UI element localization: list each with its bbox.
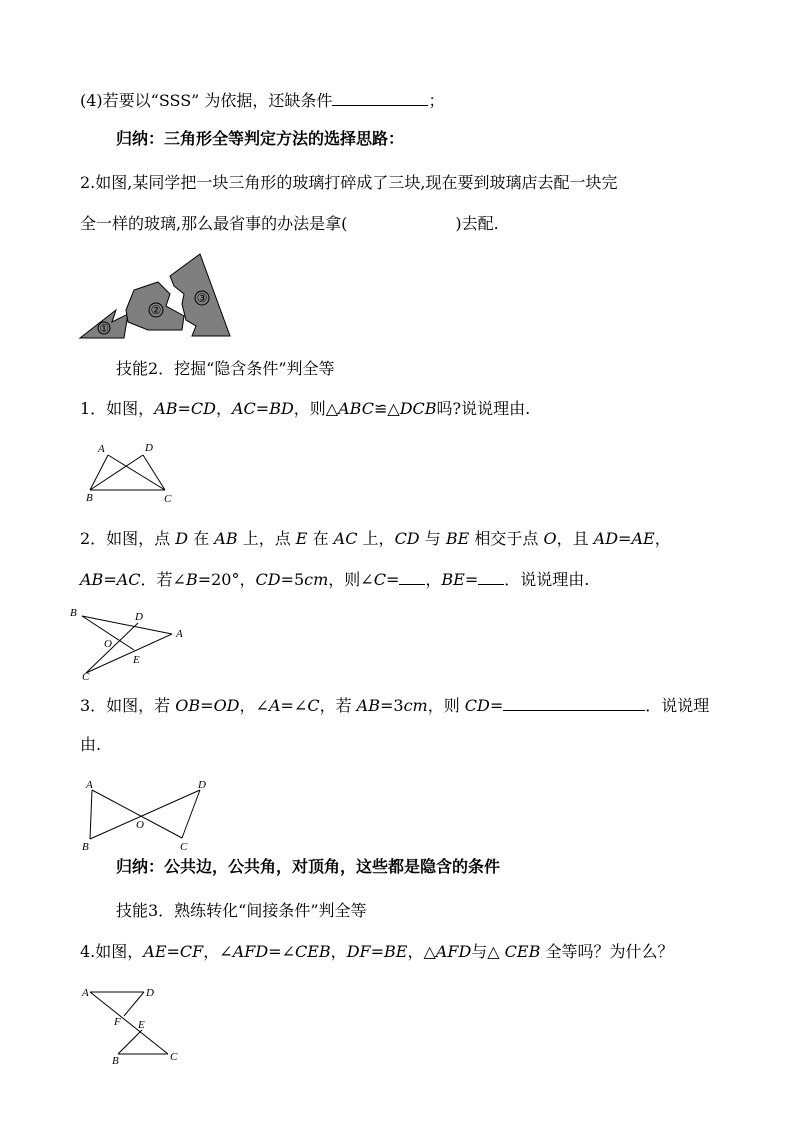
piece-label-3: ③ [196, 291, 208, 305]
e4-triAFD: AFD [435, 942, 472, 961]
e3-t3: ，若 [319, 696, 357, 715]
e3-t5: ，则 [427, 696, 465, 715]
e3-angC: C [307, 696, 320, 715]
problem2-line1: 2.如图,某同学把一块三角形的玻璃打碎成了三块,现在要到玻璃店去配一块完 [80, 173, 618, 192]
e1-tri2: DCB [399, 399, 437, 418]
e2-u4: = [385, 570, 400, 589]
e2-t4: 上， [357, 529, 395, 548]
example3-line2: 由. [80, 735, 102, 754]
e2-cm: cm [304, 570, 329, 589]
fig2-label-C: C [82, 671, 90, 683]
e2-AC: AC [333, 529, 358, 548]
e2-ADAE: AD=AE [593, 529, 655, 548]
fig3-label-O: O [136, 819, 144, 831]
problem2-suffix: )去配. [455, 214, 499, 233]
be-blank[interactable] [478, 570, 504, 585]
summary-heading-1: 归纳：三角形全等判定方法的选择思路： [116, 129, 405, 148]
e1-cond2: AC=BD [232, 399, 294, 418]
piece-label-1: ① [99, 323, 109, 335]
e2-E: E [295, 529, 308, 548]
e2-u0: ．若∠ [140, 570, 186, 589]
e2-u3: ，则∠ [328, 570, 374, 589]
e3-t6: = [489, 696, 504, 715]
fig2-label-B: B [70, 607, 77, 619]
example4-line [80, 944, 673, 960]
e4-angCEB: CEB [294, 942, 331, 961]
e1-cong: ≌△ [373, 399, 400, 418]
e1-t0: 1．如图， [80, 399, 155, 418]
glass-pieces-figure [78, 250, 238, 342]
example1-line [80, 401, 530, 417]
e4-t5: 与△ [471, 942, 505, 961]
figure-3 [78, 772, 218, 852]
example3-line1 [80, 696, 709, 714]
e4-DFBE: DF=BE [346, 942, 408, 961]
fig3-label-A: A [86, 779, 93, 791]
e2-t5: 与 [419, 529, 446, 548]
e2-u7: ．说说理由. [504, 570, 590, 589]
e4-t0: 4.如图， [80, 942, 144, 961]
e4-angAFD: AFD [232, 942, 269, 961]
fig4-label-D: D [146, 987, 154, 999]
e2-O: O [543, 529, 557, 548]
e2-angB: B [185, 570, 198, 589]
e3-AB: AB [356, 696, 380, 715]
fig1-label-A: A [98, 443, 105, 455]
e2-D: D [175, 529, 189, 548]
e2-t3: 在 [307, 529, 334, 548]
e3-t0: 3．如图，若 [80, 696, 176, 715]
fig3-label-B: B [82, 841, 89, 853]
fig3-label-D: D [198, 779, 206, 791]
e3-t4: =3 [379, 696, 404, 715]
e2-t6: 相交于点 [469, 529, 544, 548]
e1-t2: ，则△ [293, 399, 339, 418]
e4-AECF: AE=CF [143, 942, 204, 961]
fig1-label-B: B [86, 492, 93, 504]
e3-t2: =∠ [280, 696, 308, 715]
fig4-label-E: E [138, 1019, 145, 1031]
e1-cond1: AB=CD [154, 399, 216, 418]
e3-angA: A [268, 696, 281, 715]
e1-tri1: ABC [338, 399, 374, 418]
e2-t8: ， [654, 529, 671, 548]
e2-BE2: BE [441, 570, 465, 589]
fig2-label-A: A [176, 628, 183, 640]
angle-c-blank[interactable] [399, 570, 425, 585]
e3-t7: ．说说理 [645, 696, 710, 715]
skill3-heading: 技能3．熟练转化“间接条件”判全等 [116, 901, 367, 920]
e4-t3: ， [330, 942, 347, 961]
e2-u2: =5 [280, 570, 305, 589]
e2-ABAC: AB=AC [80, 570, 141, 589]
example2-line2 [80, 570, 589, 588]
e4-t1: ，∠ [203, 942, 233, 961]
e4-t4: ，△ [407, 942, 436, 961]
e2-u6: = [464, 570, 479, 589]
e2-t1: 在 [188, 529, 215, 548]
figure-4 [78, 980, 188, 1066]
e3-t1: ，∠ [239, 696, 269, 715]
q4-blank[interactable] [332, 91, 428, 106]
fig1-label-C: C [164, 493, 172, 505]
fig4-label-C: C [170, 1051, 178, 1063]
e2-u1: =20°， [197, 570, 256, 589]
e2-t0: 2．如图，点 [80, 529, 176, 548]
q4-suffix: ； [428, 91, 445, 110]
fig1-label-D: D [145, 442, 153, 454]
fig4-label-A: A [82, 987, 89, 999]
skill2-heading: 技能2．挖掘“隐含条件”判全等 [116, 359, 335, 378]
summary-heading-2: 归纳：公共边，公共角，对顶角，这些都是隐含的条件 [116, 857, 501, 876]
e2-BE: BE [445, 529, 470, 548]
fig4-label-F: F [114, 1016, 121, 1028]
e2-t2: 上，点 [237, 529, 296, 548]
fig4-label-B: B [112, 1055, 119, 1067]
e1-t1: ， [215, 399, 232, 418]
e2-AB: AB [214, 529, 238, 548]
cd-blank[interactable] [503, 696, 645, 711]
fig2-label-D: D [135, 611, 143, 623]
e2-angC: C [373, 570, 386, 589]
e2-t7: ，且 [556, 529, 594, 548]
fig3-label-C: C [180, 841, 188, 853]
piece-label-2: ② [150, 303, 162, 317]
q4-line [80, 91, 444, 109]
e3-OBOD: OB=OD [175, 696, 240, 715]
e4-t6: 全等吗？为什么？ [540, 942, 674, 961]
e1-end: 吗?说说理由. [436, 399, 531, 418]
example2-line1 [80, 531, 671, 547]
problem2-line2 [80, 216, 499, 232]
q4-text: (4)若要以“SSS” 为依据，还缺条件 [80, 91, 333, 110]
figure-1 [80, 438, 180, 506]
fig2-label-O: O [104, 638, 112, 650]
fig2-label-E: E [133, 654, 140, 666]
e3-cm: cm [403, 696, 428, 715]
e4-triCEB: CEB [504, 942, 541, 961]
figure-2 [66, 602, 196, 682]
e2-CD: CD [394, 529, 420, 548]
e4-t2: =∠ [268, 942, 295, 961]
e2-u5: ， [425, 570, 442, 589]
e3-CD: CD [464, 696, 490, 715]
problem2-text: 全一样的玻璃,那么最省事的办法是拿( [80, 214, 348, 233]
e2-CD2: CD [255, 570, 281, 589]
